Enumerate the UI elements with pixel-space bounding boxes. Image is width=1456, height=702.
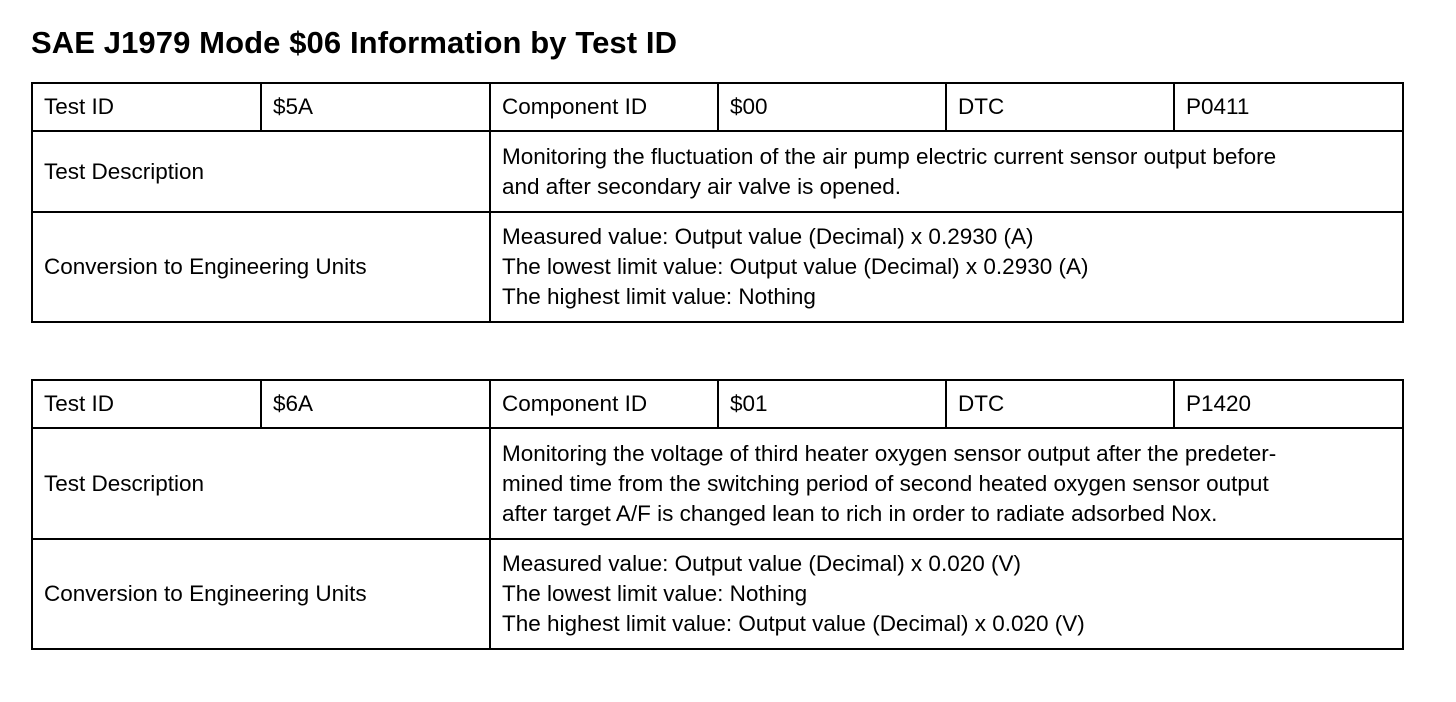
test-info-table (31, 82, 1404, 323)
table-row (32, 83, 1403, 131)
dtc-label: DTC (946, 380, 1174, 428)
table-row (32, 380, 1403, 428)
conversion-value: Measured value: Output value (Decimal) x 0.2930 (A) The lowest limit value: Output value (Decimal) x 0.2930 (A) The highest limit value: Nothing (490, 212, 1403, 322)
table-row (32, 212, 1403, 322)
conversion-value: Measured value: Output value (Decimal) x 0.020 (V) The lowest limit value: Nothing The highest limit value: Output value (Decimal) x 0.020 (V) (490, 539, 1403, 649)
dtc-value: P1420 (1174, 380, 1403, 428)
component-id-value: $00 (718, 83, 946, 131)
conversion-label: Conversion to Engineering Units (32, 212, 490, 322)
test-info-table (31, 379, 1404, 650)
table-row (32, 428, 1403, 539)
component-id-label: Component ID (490, 83, 718, 131)
test-id-value: $6A (261, 380, 490, 428)
page-title: SAE J1979 Mode $06 Information by Test ID (31, 25, 678, 60)
dtc-label: DTC (946, 83, 1174, 131)
test-id-label: Test ID (32, 83, 261, 131)
test-description-value: Monitoring the voltage of third heater oxygen sensor output after the predeter- mined time from the switching period of second heated oxygen sensor output after target A/F is changed lean to rich in order to radiate adsorbed Nox. (490, 428, 1403, 539)
test-id-value: $5A (261, 83, 490, 131)
table-row (32, 539, 1403, 649)
dtc-value: P0411 (1174, 83, 1403, 131)
component-id-label: Component ID (490, 380, 718, 428)
test-id-label: Test ID (32, 380, 261, 428)
conversion-label: Conversion to Engineering Units (32, 539, 490, 649)
test-description-label: Test Description (32, 131, 490, 212)
test-description-label: Test Description (32, 428, 490, 539)
component-id-value: $01 (718, 380, 946, 428)
test-description-value: Monitoring the fluctuation of the air pump electric current sensor output before and after secondary air valve is opened. (490, 131, 1403, 212)
table-row (32, 131, 1403, 212)
